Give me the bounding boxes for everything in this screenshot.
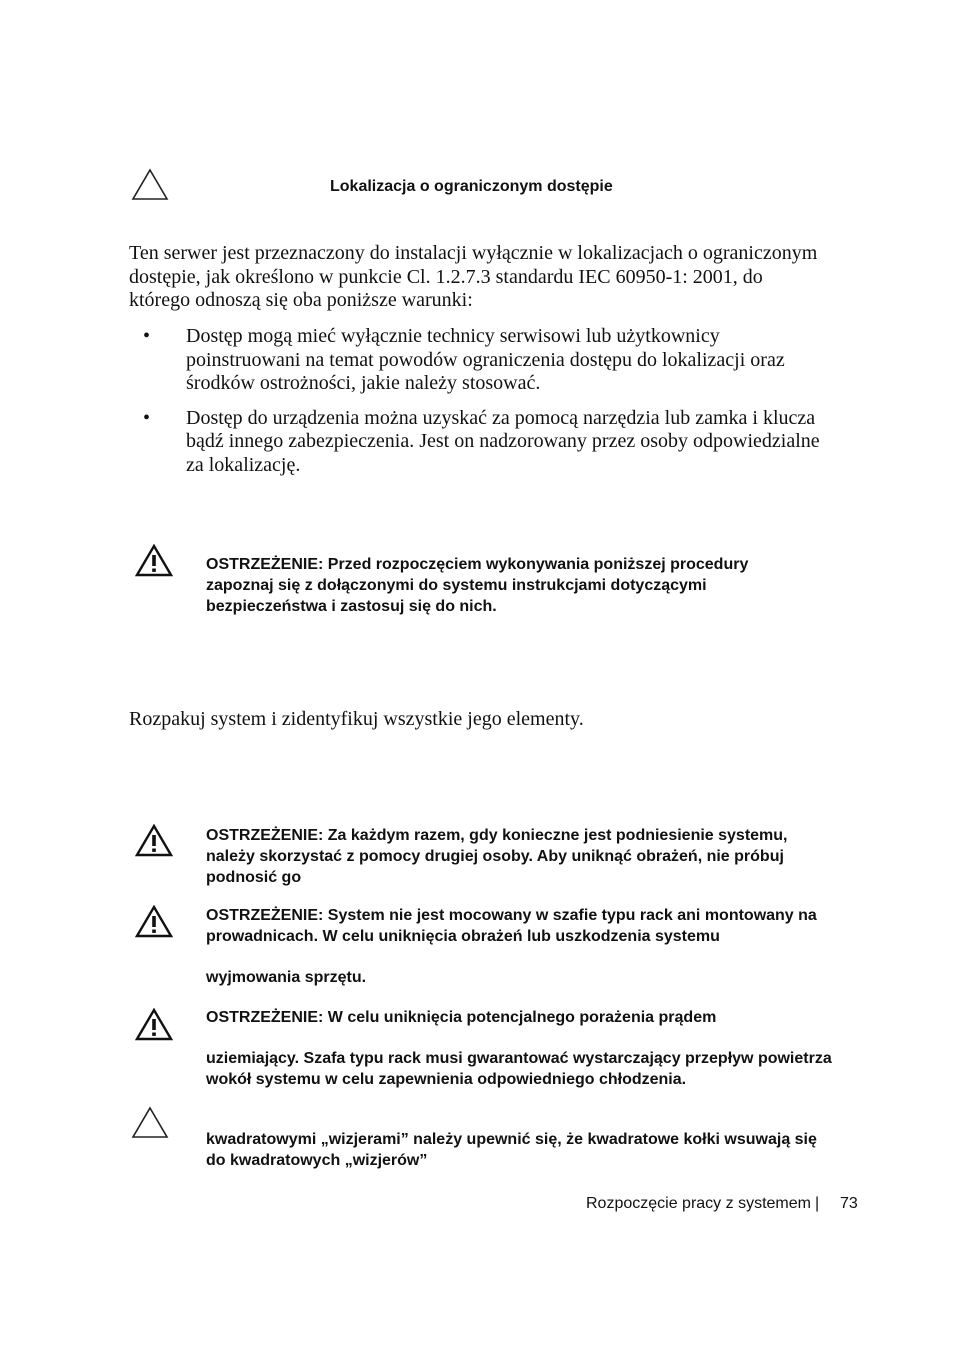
caution-triangle-icon (131, 1106, 169, 1140)
caution-text: kwadratowymi „wizjerami” należy upewnić się, że kwadratowe kołki wsuwają się do kwadratowych „wizjerów” (206, 1131, 817, 1169)
warning-triangle-icon (135, 544, 173, 578)
list-item (129, 407, 839, 478)
warning-triangle-icon (135, 1008, 173, 1042)
section-heading: Lokalizacja o ograniczonym dostępie (330, 178, 613, 195)
warning-triangle-icon (135, 824, 173, 858)
warning-text: OSTRZEŻENIE: Za każdym razem, gdy konieczne jest podniesienie systemu, należy skorzystać z pomocy drugiej osoby. Aby uniknąć obrażeń, nie próbuj podnosić go (206, 827, 788, 886)
list-item (129, 325, 839, 396)
bullet-icon: • (143, 325, 151, 347)
caution-triangle-icon (131, 168, 169, 202)
warning-text: OSTRZEŻENIE: Przed rozpoczęciem wykonywania poniższej procedury zapoznaj się z dołączonymi do systemu instrukcjami dotyczącymi bezpieczeństwa i zastosuj się do nich. (206, 556, 749, 615)
conditions-list (129, 325, 839, 488)
footer-section-title: Rozpoczęcie pracy z systemem (586, 1195, 811, 1212)
bullet-icon: • (143, 406, 151, 429)
unpack-instruction: Rozpakuj system i zidentyfikuj wszystkie jego elementy. (129, 708, 584, 730)
page-number: 73 (840, 1195, 858, 1212)
warning-text: OSTRZEŻENIE: System nie jest mocowany w szafie typu rack ani montowany na prowadnicach. W celu uniknięcia obrażeń lub uszkodzenia systemu (206, 907, 817, 945)
warning-text-continued: wyjmowania sprzętu. (206, 969, 367, 986)
warning-text-continued: uziemiający. Szafa typu rack musi gwarantować wystarczający przepływ powietrza wokół systemu w celu zapewnienia odpowiedniego chłodzenia. (206, 1050, 832, 1088)
footer-separator: | (815, 1195, 820, 1212)
warning-text: OSTRZEŻENIE: W celu uniknięcia potencjalnego porażenia prądem (206, 1009, 717, 1026)
warning-triangle-icon (135, 905, 173, 939)
list-item-text: Dostęp mogą mieć wyłącznie technicy serwisowi lub użytkownicy poinstruowani na temat powodów ograniczenia dostępu do lokalizacji oraz środków ostrożności, jakie należy stosować. (186, 325, 785, 394)
list-item-text: Dostęp do urządzenia można uzyskać za pomocą narzędzia lub zamka i klucza bądź innego zabezpieczenia. Jest on nadzorowany przez osoby odpowiedzialne za lokalizację. (186, 406, 820, 476)
intro-paragraph: Ten serwer jest przeznaczony do instalacji wyłącznie w lokalizacjach o ograniczonym dostępie, jak określono w punkcie Cl. 1.2.7.3 standardu IEC 60950-1: 2001, do którego odnoszą się oba poniższe warunki: (129, 242, 818, 311)
